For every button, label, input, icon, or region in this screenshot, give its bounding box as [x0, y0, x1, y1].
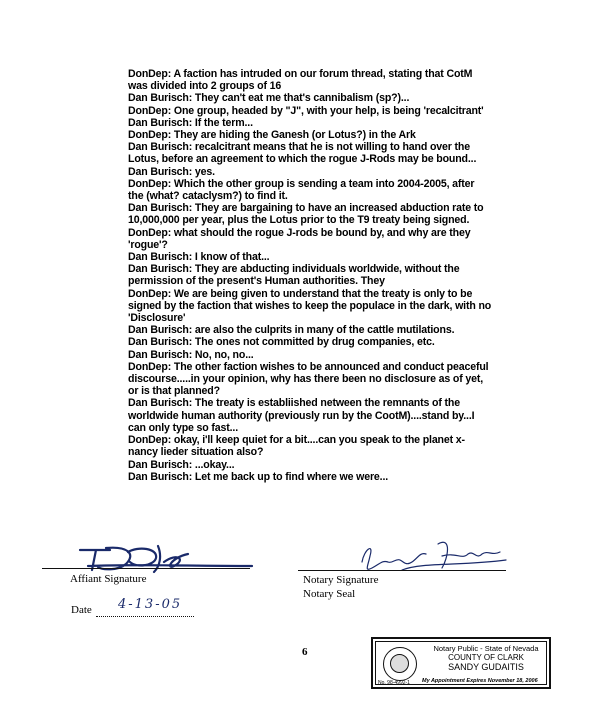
affiant-signature-scribble [66, 540, 256, 576]
transcript-line: permission of the present's Human authorities. They [128, 275, 385, 288]
date-value: 4-13-05 [118, 597, 183, 612]
transcript-line: worldwide human authority (previously run by the CootM)....stand by...I [128, 409, 475, 422]
stamp-expiration: My Appointment Expires November 18, 2006 [422, 678, 538, 684]
transcript-line: signed by the faction that wishes to keep the populace in the dark, with no [128, 299, 492, 312]
notary-stamp [371, 637, 551, 689]
affiant-signature-label: Affiant Signature [70, 573, 147, 585]
transcript-line: Lotus, before an agreement to which the rogue J-Rods may be bound... [128, 153, 477, 166]
notary-seal-label: Notary Seal [303, 588, 356, 600]
seal-center [390, 654, 409, 673]
transcript-line: Dan Burisch: I know of that... [128, 251, 270, 264]
notary-signature-line [298, 570, 506, 571]
transcript-line: 10,000,000 per year, plus the Lotus prior to the T9 treaty being signed. [128, 214, 470, 227]
transcript-line: Dan Burisch: They can't eat me that's cannibalism (sp?)... [128, 92, 410, 105]
chat-transcript [128, 68, 528, 483]
transcript-line: or is that planned? [128, 385, 220, 398]
stamp-line-county: COUNTY OF CLARK [448, 653, 524, 662]
transcript-line: Dan Burisch: recalcitrant means that he is not willing to hand over the [128, 141, 470, 154]
transcript-line: Dan Burisch: The treaty is establiished netween the remnants of the [128, 397, 460, 410]
transcript-line: DonDep: The other faction wishes to be announced and conduct peaceful [128, 360, 489, 373]
transcript-line: DonDep: They are hiding the Ganesh (or Lotus?) in the Ark [128, 129, 416, 142]
stamp-line-name: SANDY GUDAITIS [448, 662, 524, 672]
transcript-line: DonDep: what should the rogue J-rods be bound by, and why are they [128, 226, 471, 239]
transcript-line: nancy lieder situation also? [128, 446, 264, 459]
date-line [96, 616, 194, 617]
transcript-line: Dan Burisch: are also the culprits in many of the cattle mutilations. [128, 324, 455, 337]
transcript-line: Dan Burisch: If the term... [128, 116, 253, 129]
transcript-line: DonDep: Which the other group is sending a team into 2004-2005, after [128, 177, 475, 190]
transcript-line: the (what? cataclysm?) to find it. [128, 190, 288, 203]
transcript-line: DonDep: We are being given to understand that the treaty is only to be [128, 287, 473, 300]
stamp-inner-border [375, 641, 547, 685]
transcript-line: Dan Burisch: ...okay... [128, 458, 235, 471]
transcript-line: Dan Burisch: No, no, no... [128, 348, 254, 361]
transcript-line: DonDep: okay, i'll keep quiet for a bit....can you speak to the planet x- [128, 434, 465, 447]
transcript-line: discourse.....in your opinion, why has there been no disclosure as of yet, [128, 373, 484, 386]
transcript-line: was divided into 2 groups of 16 [128, 80, 282, 93]
stamp-number: No. 98-4992-1 [378, 680, 410, 686]
transcript-line: Dan Burisch: Let me back up to find where we were... [128, 470, 389, 483]
transcript-line: DonDep: One group, headed by "J", with your help, is being 'recalcitrant' [128, 104, 484, 117]
page-number: 6 [302, 646, 308, 658]
date-label: Date [71, 604, 92, 616]
transcript-line: DonDep: A faction has intruded on our forum thread, stating that CotM [128, 68, 473, 80]
transcript-line: 'rogue'? [128, 238, 168, 251]
transcript-line: Dan Burisch: yes. [128, 165, 215, 178]
transcript-line: Dan Burisch: They are abducting individuals worldwide, without the [128, 263, 460, 276]
transcript-line: Dan Burisch: They are bargaining to have an increased abduction rate to [128, 202, 484, 215]
transcript-line: can only type so fast... [128, 421, 239, 434]
transcript-line: 'Disclosure' [128, 312, 186, 325]
affiant-signature-line [42, 568, 250, 569]
notary-signature-label: Notary Signature [303, 574, 379, 586]
stamp-line-state: Notary Public - State of Nevada [433, 644, 539, 653]
transcript-line: Dan Burisch: The ones not committed by drug companies, etc. [128, 336, 435, 349]
nevada-seal-icon [383, 647, 417, 681]
